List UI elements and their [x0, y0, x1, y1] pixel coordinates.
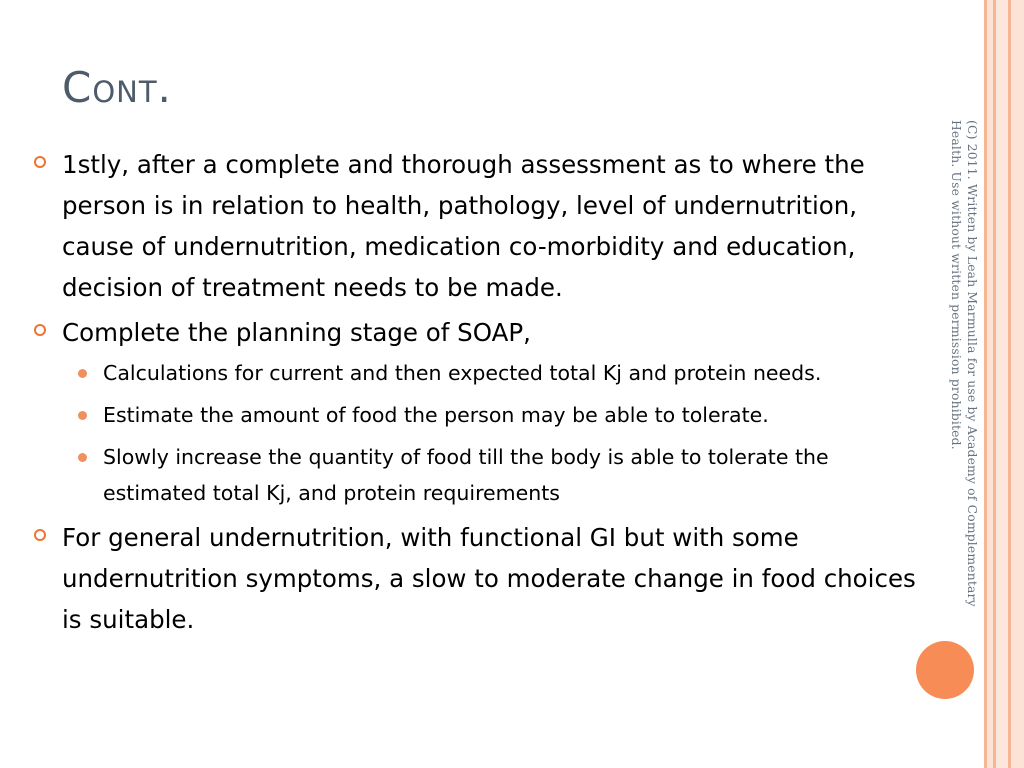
- bullet-text: For general undernutrition, with functional GI but with some undernutrition symptoms, a slow to moderate change in food choices is suitable.: [62, 523, 916, 634]
- dot-bullet-icon: [78, 369, 87, 378]
- sub-bullet-text: Calculations for current and then expected total Kj and protein needs.: [103, 361, 822, 385]
- sub-bullet-item: [34, 355, 924, 391]
- bullet-item: [34, 144, 924, 308]
- bullet-list: [34, 144, 924, 644]
- decorative-stripe: [996, 0, 1008, 768]
- ring-bullet-icon: [34, 156, 46, 168]
- bullet-text: 1stly, after a complete and thorough assessment as to where the person is in relation to health, pathology, level of undernutrition, cause of undernutrition, medication co-morbidity and education, decision of treatment needs to be made.: [62, 150, 865, 302]
- dot-bullet-icon: [78, 453, 87, 462]
- bullet-text: Complete the planning stage of SOAP,: [62, 318, 531, 347]
- sub-bullet-list: [34, 355, 924, 511]
- decorative-stripe: [1011, 0, 1024, 768]
- sub-bullet-text: Slowly increase the quantity of food till the body is able to tolerate the estimated total Kj, and protein requirements: [103, 445, 829, 505]
- ring-bullet-icon: [34, 529, 46, 541]
- sub-bullet-item: [34, 397, 924, 433]
- sub-bullet-text: Estimate the amount of food the person may be able to tolerate.: [103, 403, 769, 427]
- copyright-note: [944, 120, 980, 640]
- dot-bullet-icon: [78, 411, 87, 420]
- copyright-note-text: (C) 2011. Written by Leah Marmulla for use by Academy of Complementary Health. Use without written permission prohibited.: [949, 120, 979, 607]
- bullet-item: [34, 517, 924, 640]
- bullet-item: [34, 312, 924, 353]
- slide-title: Cont.: [62, 63, 172, 112]
- ring-bullet-icon: [34, 324, 46, 336]
- sub-bullet-item: [34, 439, 924, 511]
- accent-circle: [916, 641, 974, 699]
